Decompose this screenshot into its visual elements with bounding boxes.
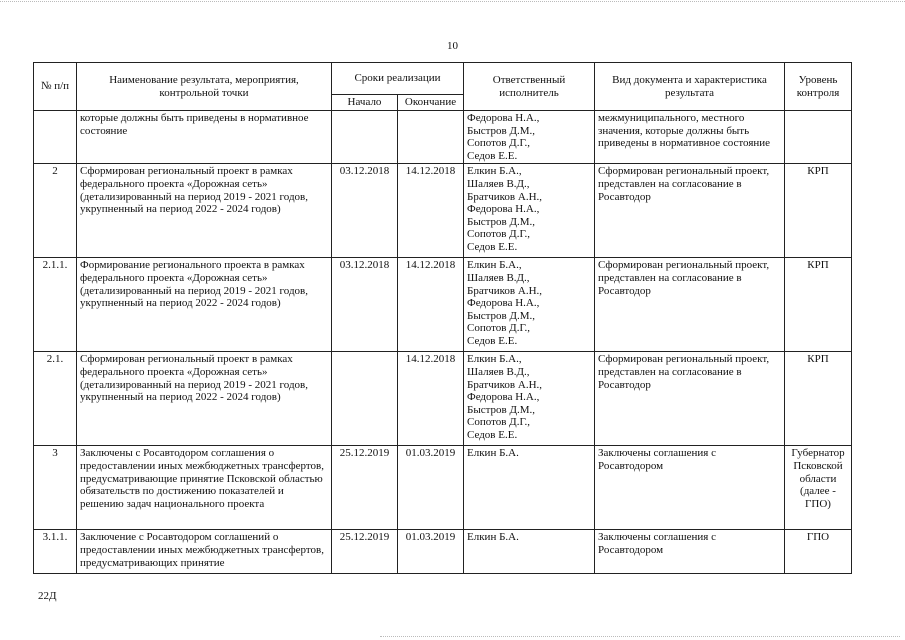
cell-doc: Заключены соглашения с Росавтодором [595, 530, 785, 574]
cell-control: КРП [785, 352, 852, 446]
table-row [34, 530, 852, 574]
cell-doc: Сформирован региональный проект, представлен на согласование в Росавтодор [595, 258, 785, 352]
table-row [34, 352, 852, 446]
header-name: Наименование результата, мероприятия, контрольной точки [77, 63, 332, 111]
cell-responsible: Елкин Б.А. [464, 530, 595, 574]
cell-doc: Заключены соглашения с Росавтодором [595, 446, 785, 530]
table-row [34, 164, 852, 258]
cell-name: Сформирован региональный проект в рамках федерального проекта «Дорожная сеть» (детализированный на период 2019 - 2021 годов, укрупненный на период 2022 - 2024 годов) [77, 352, 332, 446]
cell-name: которые должны быть приведены в нормативное состояние [77, 111, 332, 164]
cell-doc: Сформирован региональный проект, представлен на согласование в Росавтодор [595, 164, 785, 258]
cell-name: Заключение с Росавтодором соглашений о предоставлении иных межбюджетных трансфертов, предусматривающих принятие [77, 530, 332, 574]
cell-num: 2 [34, 164, 77, 258]
scan-artifact-bottom [380, 636, 900, 637]
cell-name: Сформирован региональный проект в рамках федерального проекта «Дорожная сеть» (детализированный на период 2019 - 2021 годов, укрупненный на период 2022 - 2024 годов) [77, 164, 332, 258]
cell-end: 14.12.2018 [398, 352, 464, 446]
cell-control: КРП [785, 258, 852, 352]
cell-control [785, 111, 852, 164]
cell-responsible: Федорова Н.А., Быстров Д.М., Сопотов Д.Г., Седов Е.Е. [464, 111, 595, 164]
page-number: 10 [447, 40, 458, 52]
header-end: Окончание [398, 95, 464, 111]
cell-control: Губернатор Псковской области (далее - ГПО) [785, 446, 852, 530]
cell-responsible: Елкин Б.А., Шаляев В.Д., Братчиков А.Н., Федорова Н.А., Быстров Д.М., Сопотов Д.Г., Седов Е.Е. [464, 352, 595, 446]
cell-end: 14.12.2018 [398, 164, 464, 258]
cell-num: 2.1. [34, 352, 77, 446]
cell-num: 3.1.1. [34, 530, 77, 574]
cell-doc: межмуниципального, местного значения, которые должны быть приведены в нормативное состояние [595, 111, 785, 164]
cell-responsible: Елкин Б.А., Шаляев В.Д., Братчиков А.Н., Федорова Н.А., Быстров Д.М., Сопотов Д.Г., Седов Е.Е. [464, 258, 595, 352]
header-responsible: Ответственный исполнитель [464, 63, 595, 111]
cell-num: 3 [34, 446, 77, 530]
cell-responsible: Елкин Б.А., Шаляев В.Д., Братчиков А.Н., Федорова Н.А., Быстров Д.М., Сопотов Д.Г., Седов Е.Е. [464, 164, 595, 258]
table-row [34, 258, 852, 352]
table-body [34, 111, 852, 574]
plan-table [33, 62, 852, 574]
cell-responsible: Елкин Б.А. [464, 446, 595, 530]
cell-end: 14.12.2018 [398, 258, 464, 352]
cell-start: 25.12.2019 [332, 446, 398, 530]
cell-end: 01.03.2019 [398, 446, 464, 530]
cell-start: 03.12.2018 [332, 258, 398, 352]
cell-num [34, 111, 77, 164]
cell-doc: Сформирован региональный проект, представлен на согласование в Росавтодор [595, 352, 785, 446]
header-num: № п/п [34, 63, 77, 111]
cell-end [398, 111, 464, 164]
header-doc-type: Вид документа и характеристика результата [595, 63, 785, 111]
cell-start: 03.12.2018 [332, 164, 398, 258]
cell-start: 25.12.2019 [332, 530, 398, 574]
cell-start [332, 352, 398, 446]
scan-artifact-top [0, 1, 905, 2]
header-control: Уровень контроля [785, 63, 852, 111]
table-row [34, 111, 852, 164]
footer-code: 22Д [38, 590, 57, 602]
cell-num: 2.1.1. [34, 258, 77, 352]
cell-name: Формирование регионального проекта в рамках федерального проекта «Дорожная сеть» (детализированный на период 2019 - 2021 годов, укрупненный на период 2022 - 2024 годов) [77, 258, 332, 352]
header-period: Сроки реализации [332, 63, 464, 95]
table-row [34, 446, 852, 530]
cell-control: ГПО [785, 530, 852, 574]
cell-control: КРП [785, 164, 852, 258]
header-start: Начало [332, 95, 398, 111]
cell-end: 01.03.2019 [398, 530, 464, 574]
cell-name: Заключены с Росавтодором соглашения о предоставлении иных межбюджетных трансфертов, предусматривающие принятие Псковской областью обязательств по достижению показателей и решению задач национального проекта [77, 446, 332, 530]
cell-start [332, 111, 398, 164]
